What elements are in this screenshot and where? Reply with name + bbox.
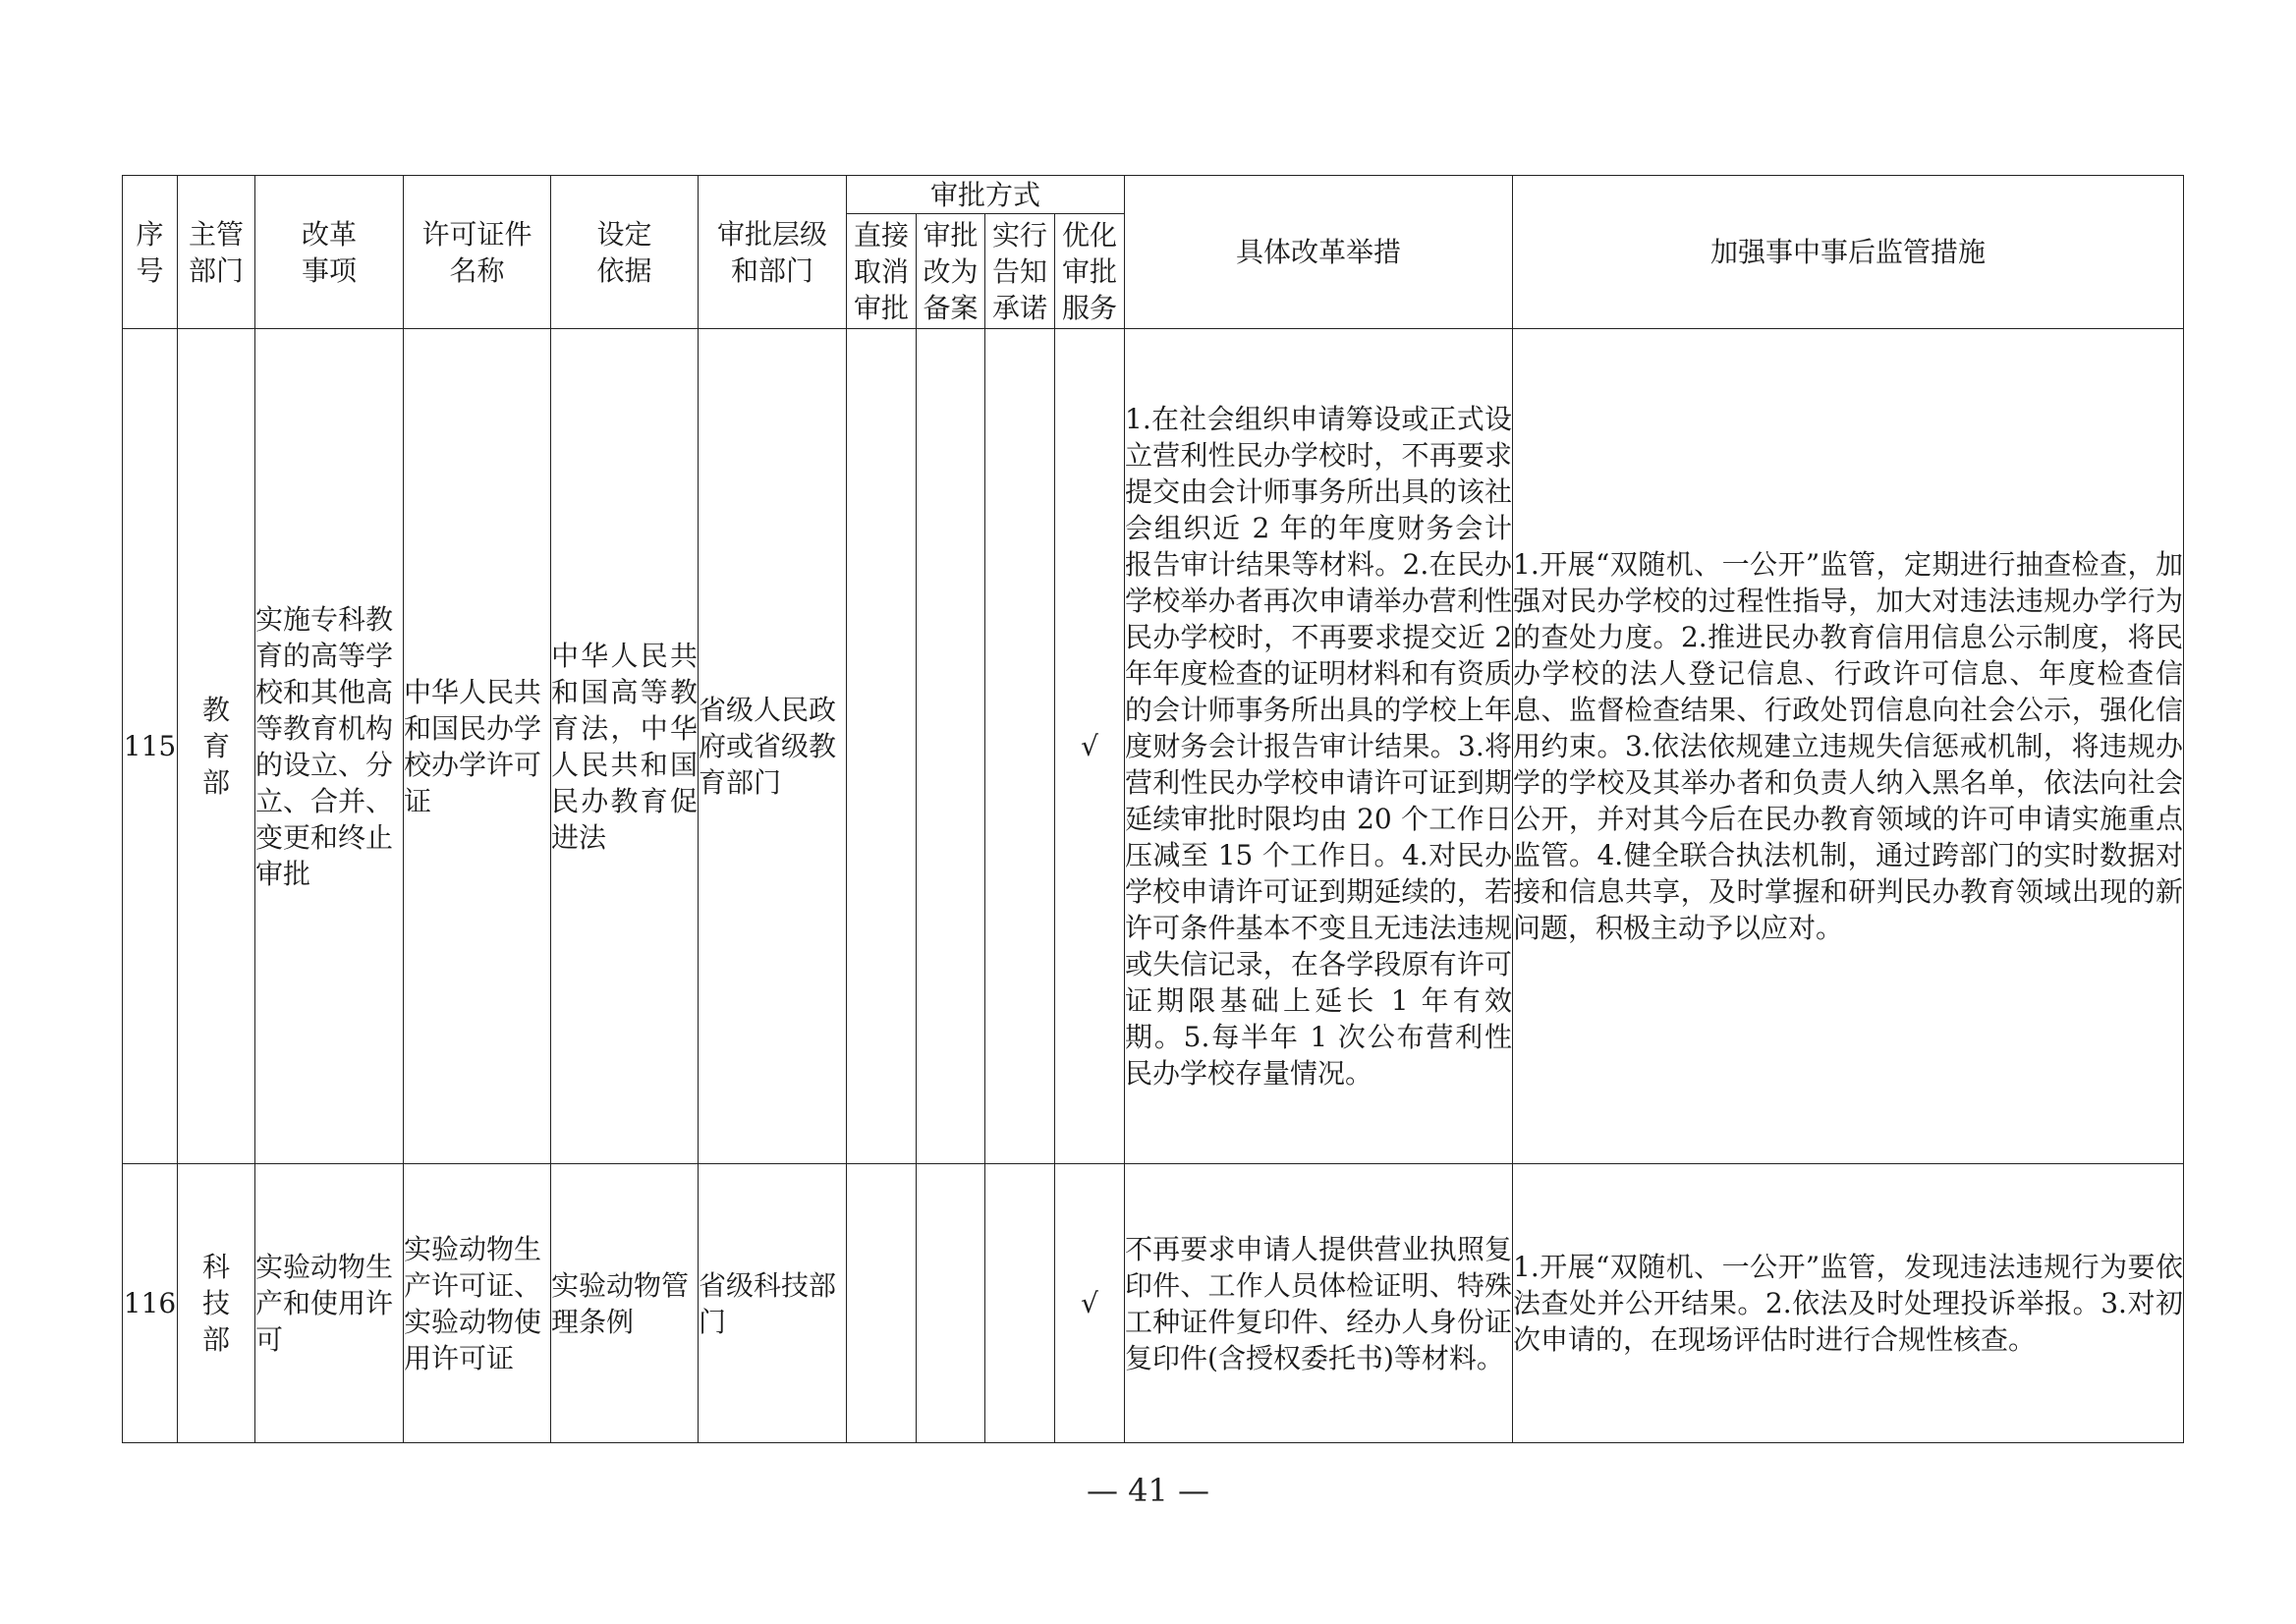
header-measures: 具体改革举措 (1125, 176, 1513, 329)
row-supervision: 1.开展“双随机、一公开”监管，定期进行抽查检查，加强对民办学校的过程性指导，加大对违法违规办学行为的查处力度。2.推进民办教育信用信息公示制度，将民办学校的法人登记信息、行政许可信息、年度检查信息、监督检查结果、行政处罚信息向社会公示，强化信用约束。3.依法依规建立违规失信惩戒机制，将违规办学的学校及其举办者和负责人纳入黑名单，依法向社会公开，并对其今后在民办教育领域的许可申请实施重点监管。4.健全联合执法机制，通过跨部门的实时数据对接和信息共享，及时掌握和研判民办教育领域出现的新问题，积极主动予以应对。 (1513, 329, 2184, 1164)
header-basis: 设定依据 (551, 176, 699, 329)
row-mode-filing (917, 329, 985, 1164)
row-item: 实验动物生产和使用许可 (255, 1164, 404, 1443)
row-mode-optimize: √ (1055, 1164, 1125, 1443)
header-dept: 主管部门 (178, 176, 255, 329)
table-row (123, 1164, 2184, 1443)
table-row (123, 329, 2184, 1164)
page-number: — 41 — (1086, 1472, 1210, 1509)
header-item: 改革事项 (255, 176, 404, 329)
row-measures: 不再要求申请人提供营业执照复印件、工作人员体检证明、特殊工种证件复印件、经办人身份证复印件(含授权委托书)等材料。 (1125, 1164, 1513, 1443)
header-supervision: 加强事中事后监管措施 (1513, 176, 2184, 329)
row-mode-optimize: √ (1055, 329, 1125, 1164)
header-mode-cancel: 直接取消审批 (847, 214, 917, 329)
row-level: 省级科技部门 (699, 1164, 847, 1443)
row-seq: 115 (123, 329, 178, 1164)
row-seq: 116 (123, 1164, 178, 1443)
row-dept: 科技部 (178, 1164, 255, 1443)
header-seq: 序号 (123, 176, 178, 329)
row-supervision: 1.开展“双随机、一公开”监管，发现违法违规行为要依法查处并公开结果。2.依法及时处理投诉举报。3.对初次申请的，在现场评估时进行合规性核查。 (1513, 1164, 2184, 1443)
row-item: 实施专科教育的高等学校和其他高等教育机构的设立、分立、合并、变更和终止审批 (255, 329, 404, 1164)
header-mode-notify: 实行告知承诺 (985, 214, 1055, 329)
row-mode-cancel (847, 1164, 917, 1443)
row-mode-notify (985, 329, 1055, 1164)
row-measures: 1.在社会组织申请筹设或正式设立营利性民办学校时，不再要求提交由会计师事务所出具的该社会组织近 2 年的年度财务会计报告审计结果等材料。2.在民办学校举办者再次申请举办营利性民办学校时，不再要求提交近 2 年年度检查的证明材料和有资质的会计师事务所出具的学校上年度财务会计报告审计结果。3.将营利性民办学校申请许可证到期延续审批时限均由 20 个工作日压减至 15 个工作日。4.对民办学校申请许可证到期延续的，若许可条件基本不变且无违法违规或失信记录，在各学段原有许可证期限基础上延长 1 年有效期。5.每半年 1 次公布营利性民办学校存量情况。 (1125, 329, 1513, 1164)
row-mode-notify (985, 1164, 1055, 1443)
row-level: 省级人民政府或省级教育部门 (699, 329, 847, 1164)
row-basis: 实验动物管理条例 (551, 1164, 699, 1443)
row-basis: 中华人民共和国高等教育法，中华人民共和国民办教育促进法 (551, 329, 699, 1164)
header-license: 许可证件名称 (404, 176, 551, 329)
row-mode-cancel (847, 329, 917, 1164)
header-approval-mode: 审批方式 (847, 176, 1125, 214)
header-mode-filing: 审批改为备案 (917, 214, 985, 329)
row-license: 中华人民共和国民办学校办学许可证 (404, 329, 551, 1164)
header-mode-optimize: 优化审批服务 (1055, 214, 1125, 329)
reform-table (122, 175, 2184, 1443)
row-license: 实验动物生产许可证、实验动物使用许可证 (404, 1164, 551, 1443)
row-dept: 教育部 (178, 329, 255, 1164)
header-level: 审批层级和部门 (699, 176, 847, 329)
row-mode-filing (917, 1164, 985, 1443)
